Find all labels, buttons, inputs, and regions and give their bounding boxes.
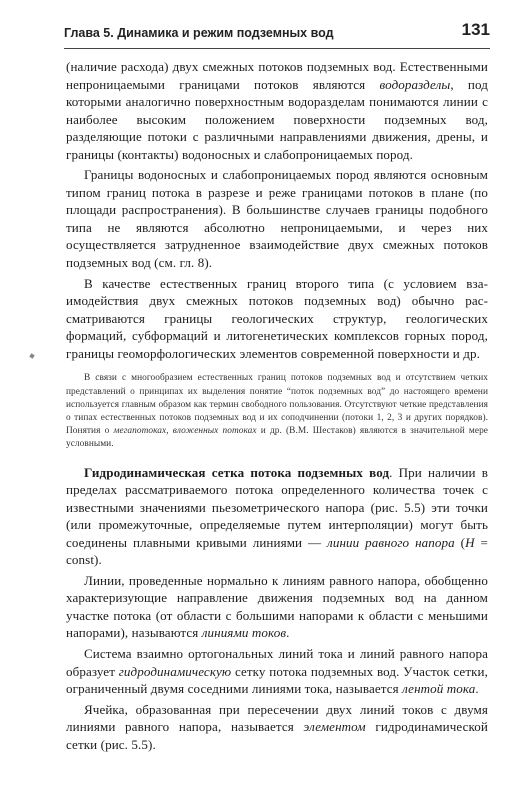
page-number: 131 [461,20,490,39]
paragraph-7: Ячейка, образованная при пересечении двух линий токов с двумя линиями равного напора, называется элементом гидродинамической сетки (рис. 5.5). [66,701,488,752]
small-print-note: В связи с многообразием естественных границ потоков подземных вод и отсутствием четких представлений о принципах их выделения понятие “поток подземных вод” до настоящего времени используется главным образом как термин свободного пользования. Отсутствуют четкие представления о типах естественных потоков подземных вод и их соподчинении (потоки 1, 2, 3 и других порядков). Понятия о мегапотоках, вложенных потоках и др. (В.М. Шестаков) являются в значительной мере условными. [66,373,488,450]
term-lenta-toka: лентой тока [402,681,476,697]
chapter-title: Глава 5. Динамика и режим подземных вод [64,26,334,40]
formula-h: H [465,534,475,550]
paragraph-2: Границы водоносных и слабопроницаемых пород являются основным типом границ потока в разрезе и реже границами потоков в плане (по площади распространения). В большинстве случаев границы подобного типа не являются абсолютно непроницаемыми, и через них осуществляется затрудненное взаимодействие двух смежных потоков подземных вод (см. гл. 8). [66,167,488,271]
term-element: элементом [303,719,366,735]
paragraph-6: Система взаимно ортогональных линий тока и линий равного напора образует гидродинамическую сетку потока подземных вод. Участок сетки, ограниченный двумя соседними линиями тока, называется лентой тока. [66,645,488,697]
term-linii-ravnogo-napora: линии равного напора [327,534,455,550]
section-title: Гидродинамическая сетка потока подземных вод [84,464,390,480]
term-megapotoki: мегапотоках, вложенных потоках [113,426,257,437]
paragraph-3: В качестве естественных границ второго типа (с условием взаимодействия двух смежных потоков подземных вод) обычно рассматриваются границы геологических структур, геологических формаций, субформаций и литогенетических комплексов горных пород, границы геоморфологических элементов современной поверхности и др. [66,275,488,361]
term-linii-tokov: линиями токов [201,625,287,641]
term-vodorazdely: водоразделы [379,76,451,92]
running-header [64,20,490,49]
term-gidrodinamicheskuyu: гидродинамическую [118,663,232,679]
paragraph-1: (наличие расхода) двух смежных потоков подземных вод. Естественными непроницаемыми границами потоков являются водоразделы, под которыми аналогично поверхностным водоразделам понимаются линии с наиболее высоким положением поверхности подземных вод, разделяющие потоки с различными направлениями движения, дрены, и границы (контакты) водоносных и слабопроницаемых пород. [66,59,488,162]
paragraph-section-heading: Гидродинамическая сетка потока подземных вод. При наличии в пределах рассматриваемого потока определенного количества точек с известными значениями пьезометрического напора (рис. 5.5) эти точки (или промежуточные, определяемые путем интерполяции) могут быть соединены плавными кривыми линиями — линии равного напора (H = const). [66,464,489,568]
page-body [66,58,488,753]
paragraph-5: Линии, проведенные нормально к линиям равного напора, обобщенно характеризующие направление движения подземных вод на данном участке потока (от области с большими напорами к области с меньшими напорами), называются линиями токов. [66,572,488,641]
scan-speck [29,353,34,358]
